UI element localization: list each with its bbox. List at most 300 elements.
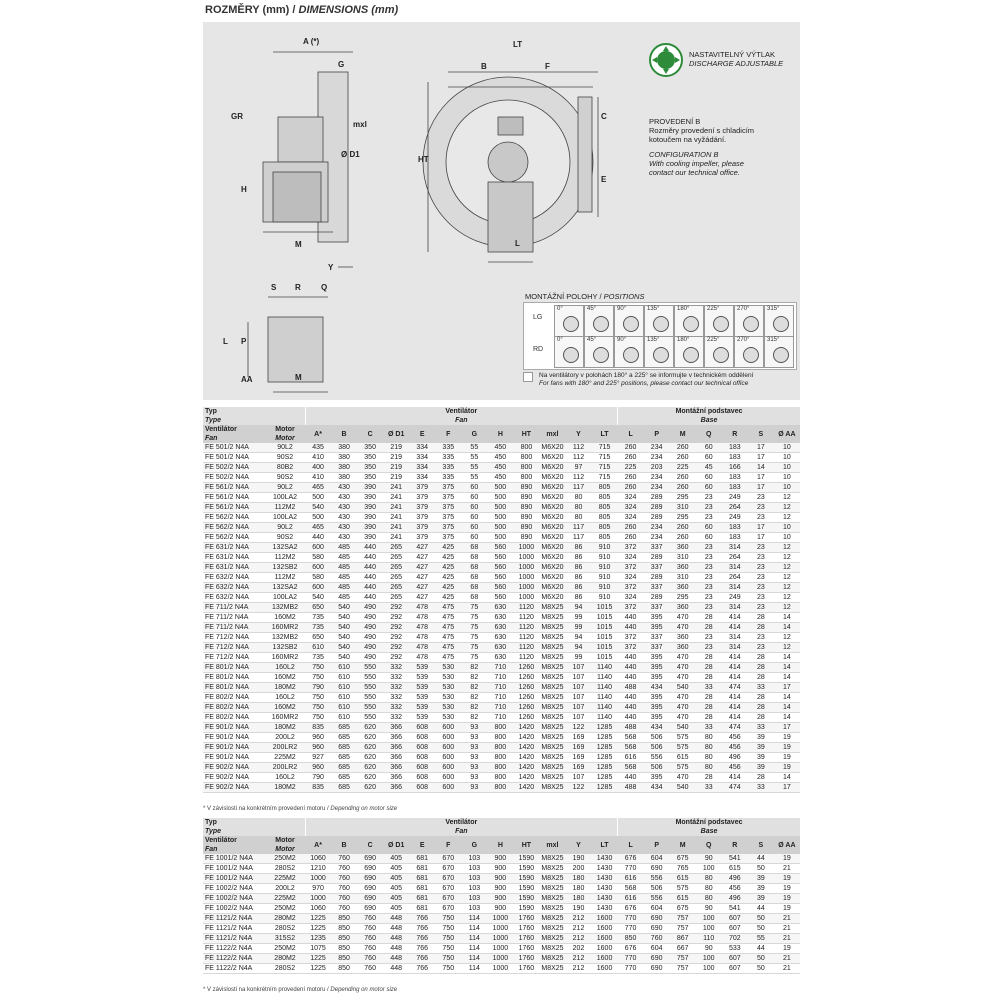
table-cell: 212 [565, 954, 591, 964]
table-cell: 425 [435, 583, 461, 593]
table-cell: 485 [331, 553, 357, 563]
table-cell: 615 [670, 874, 696, 884]
table-cell: M8X25 [541, 895, 564, 902]
table-cell: 14 [774, 613, 800, 623]
table-cell: 470 [670, 703, 696, 713]
dim-f: F [545, 62, 550, 71]
table-cell: 366 [383, 773, 409, 783]
table-cell: 1600 [592, 924, 618, 934]
table-cell: 99 [565, 613, 591, 623]
col-header: A* [305, 836, 331, 854]
table-cell: 910 [592, 563, 618, 573]
table-cell: 539 [409, 713, 435, 723]
table-cell: 800 [487, 773, 513, 783]
table-cell: 90 [696, 944, 722, 954]
table-cell: 166 [722, 463, 748, 473]
table-cell: 337 [644, 633, 670, 643]
table-cell: 604 [644, 854, 670, 864]
table-cell: 90L2 [265, 483, 305, 493]
table-cell: 465 [305, 483, 331, 493]
table-cell: 867 [670, 934, 696, 944]
table-cell: 506 [644, 763, 670, 773]
table-cell: 630 [487, 623, 513, 633]
table-cell: 86 [565, 543, 591, 553]
mounting-position-cell [704, 305, 734, 337]
table-cell: 314 [722, 563, 748, 573]
table-cell: M6X20 [541, 494, 564, 501]
table-cell: 490 [357, 623, 383, 633]
table-cell: 360 [670, 633, 696, 643]
table-cell: M8X25 [541, 965, 564, 972]
table-cell: 324 [618, 513, 644, 523]
table-cell: 430 [331, 483, 357, 493]
table-cell: 375 [435, 493, 461, 503]
table-cell: 68 [461, 573, 487, 583]
table-cell: 470 [670, 713, 696, 723]
mounting-position-cell [674, 305, 704, 337]
table-cell: 470 [670, 693, 696, 703]
table-row [203, 613, 800, 623]
table-cell: 800 [487, 783, 513, 793]
table-cell: 250M2 [265, 944, 305, 954]
table-cell: 478 [409, 613, 435, 623]
table-cell: 474 [722, 783, 748, 793]
table-cell: 21 [774, 914, 800, 924]
table-cell: FE 631/2 N4A [203, 553, 265, 563]
table-cell: 50 [748, 964, 774, 974]
table-row [203, 663, 800, 673]
fan-position-icon [713, 347, 729, 363]
table-cell: FE 1122/2 N4A [203, 964, 265, 974]
dim-a: A (*) [303, 37, 320, 46]
table-cell: 770 [618, 864, 644, 874]
table-cell: 23 [696, 583, 722, 593]
table-cell: 670 [435, 854, 461, 864]
table-cell: 496 [722, 753, 748, 763]
table-cell: 21 [774, 864, 800, 874]
table-cell: 690 [357, 904, 383, 914]
table-cell: 766 [409, 924, 435, 934]
dim-d1: Ø D1 [341, 150, 360, 159]
table-cell: 332 [383, 673, 409, 683]
table-cell: 103 [461, 904, 487, 914]
table-cell: 55 [461, 473, 487, 483]
table-cell: 478 [409, 643, 435, 653]
table-cell: 375 [435, 503, 461, 513]
table-cell: 19 [774, 904, 800, 914]
table-cell: 132SA2 [265, 583, 305, 593]
col-header: LT [592, 425, 618, 443]
table-cell: 600 [435, 753, 461, 763]
col-header: S [748, 836, 774, 854]
table-cell: 615 [722, 864, 748, 874]
table-cell: 540 [670, 723, 696, 733]
table-row [203, 854, 800, 864]
table-cell: 60 [461, 493, 487, 503]
table-cell: M8X25 [541, 935, 564, 942]
table-cell: 280S2 [265, 924, 305, 934]
table-cell: 485 [331, 543, 357, 553]
table-cell: 414 [722, 673, 748, 683]
table-cell: 670 [435, 904, 461, 914]
table-cell: 10 [774, 483, 800, 493]
table-cell: 68 [461, 583, 487, 593]
table-cell: 500 [487, 523, 513, 533]
table-cell: FE 801/2 N4A [203, 673, 265, 683]
table-cell: 715 [592, 443, 618, 453]
table-cell: 160M2 [265, 703, 305, 713]
table-cell: 1015 [592, 613, 618, 623]
table-cell: 80 [565, 503, 591, 513]
table-cell: 332 [383, 693, 409, 703]
table-cell: 1260 [513, 713, 539, 723]
table-cell: FE 1001/2 N4A [203, 854, 265, 864]
table-cell: M8X25 [541, 644, 564, 651]
table-cell: 234 [644, 533, 670, 543]
table-cell: 103 [461, 854, 487, 864]
table-cell: 324 [618, 493, 644, 503]
table-cell: 530 [435, 683, 461, 693]
fan-position-icon [563, 347, 579, 363]
table-cell: 650 [305, 633, 331, 643]
type-header: Typ Type [203, 407, 305, 425]
table-cell: 474 [722, 683, 748, 693]
table-cell: 735 [305, 623, 331, 633]
table-cell: 44 [748, 854, 774, 864]
table-cell: 541 [722, 854, 748, 864]
table-cell: 568 [618, 763, 644, 773]
table-cell: 337 [644, 603, 670, 613]
table-cell: 68 [461, 563, 487, 573]
table-cell: 1600 [592, 954, 618, 964]
col-header: P [644, 836, 670, 854]
dim-c: C [601, 112, 607, 121]
table-cell: 241 [383, 533, 409, 543]
table-cell: FE 1001/2 N4A [203, 874, 265, 884]
table-cell: 93 [461, 723, 487, 733]
table-cell: 107 [565, 703, 591, 713]
table-cell: 414 [722, 613, 748, 623]
fan-position-icon [593, 316, 609, 332]
table-cell: 249 [722, 593, 748, 603]
table-cell: 45 [696, 463, 722, 473]
table-cell: 440 [357, 553, 383, 563]
table-cell: M8X25 [541, 764, 564, 771]
table-cell: 800 [513, 443, 539, 453]
angle-label: 0° [557, 337, 563, 343]
table-cell: 540 [331, 653, 357, 663]
table-cell: 379 [409, 533, 435, 543]
table-cell: 757 [670, 954, 696, 964]
table-cell: 560 [487, 563, 513, 573]
table-cell: 435 [305, 443, 331, 453]
table-cell: 60 [696, 523, 722, 533]
table-cell: FE 802/2 N4A [203, 713, 265, 723]
table-row [203, 673, 800, 683]
table-cell: 910 [592, 553, 618, 563]
table-cell: M6X20 [541, 464, 564, 471]
table-cell: 93 [461, 753, 487, 763]
table-cell: 264 [722, 553, 748, 563]
table-cell: 12 [774, 553, 800, 563]
table-cell: 225 [670, 463, 696, 473]
table-cell: 292 [383, 643, 409, 653]
table-cell: 575 [670, 884, 696, 894]
table-cell: 470 [670, 773, 696, 783]
table-cell: FE 1002/2 N4A [203, 904, 265, 914]
table-cell: 183 [722, 453, 748, 463]
table-cell: 1015 [592, 623, 618, 633]
col-header: M [670, 836, 696, 854]
table-cell: 440 [618, 653, 644, 663]
table-cell: 615 [670, 894, 696, 904]
table-cell: 260 [618, 533, 644, 543]
base-header-2: Montážní podstavec Base [618, 818, 800, 836]
table-cell: 560 [487, 553, 513, 563]
table-cell: 490 [357, 633, 383, 643]
table-cell: 314 [722, 543, 748, 553]
table-cell: 12 [774, 643, 800, 653]
table-cell: 117 [565, 533, 591, 543]
table-cell: 28 [696, 703, 722, 713]
table-cell: 405 [383, 894, 409, 904]
table-cell: M6X20 [541, 584, 564, 591]
table-cell: 60 [696, 533, 722, 543]
fan-position-icon [653, 347, 669, 363]
table-cell: 685 [331, 773, 357, 783]
table-cell: 690 [357, 854, 383, 864]
table-cell: 488 [618, 783, 644, 793]
table-cell: 360 [670, 583, 696, 593]
table-cell: 500 [487, 503, 513, 513]
angle-label: 135° [647, 337, 660, 343]
table-cell: 292 [383, 653, 409, 663]
table-cell: 1225 [305, 914, 331, 924]
fan-position-icon [563, 316, 579, 332]
table-cell: 107 [565, 683, 591, 693]
table-cell: 1285 [592, 773, 618, 783]
col-header: mxl [539, 425, 565, 443]
table-cell: 21 [774, 924, 800, 934]
col-header: F [435, 836, 461, 854]
table-row [203, 453, 800, 463]
table-cell: 1000 [513, 583, 539, 593]
dim-m: M [295, 240, 302, 249]
table-cell: 1760 [513, 924, 539, 934]
table-cell: 23 [748, 633, 774, 643]
table-cell: 540 [670, 783, 696, 793]
table-cell: 23 [696, 503, 722, 513]
table-cell: 39 [748, 733, 774, 743]
mounting-position-cell [764, 305, 794, 337]
table-cell: 28 [696, 623, 722, 633]
table-cell: 414 [722, 653, 748, 663]
table-cell: 183 [722, 483, 748, 493]
footnote-1: * V závislosti na konkrétním provedení motoru / Depending on motor size [203, 806, 398, 812]
table-cell: 103 [461, 894, 487, 904]
table-cell: 410 [305, 453, 331, 463]
table-cell: 99 [565, 623, 591, 633]
table-cell: 1225 [305, 924, 331, 934]
table-cell: 610 [331, 663, 357, 673]
table-cell: 1015 [592, 643, 618, 653]
table-cell: 117 [565, 523, 591, 533]
dim-m2: M [295, 373, 302, 382]
table-cell: 12 [774, 603, 800, 613]
table-cell: 800 [487, 743, 513, 753]
table-cell: 28 [696, 773, 722, 783]
table-cell: FE 901/2 N4A [203, 743, 265, 753]
table-cell: 530 [435, 693, 461, 703]
table-cell: 750 [305, 663, 331, 673]
table-cell: 450 [487, 443, 513, 453]
table-cell: 295 [670, 513, 696, 523]
table-cell: 440 [618, 613, 644, 623]
table-cell: 212 [565, 924, 591, 934]
table-cell: 372 [618, 643, 644, 653]
table-cell: 103 [461, 864, 487, 874]
col-header: Q [696, 836, 722, 854]
table-cell: 465 [305, 523, 331, 533]
table-cell: 75 [461, 623, 487, 633]
table-cell: 28 [696, 713, 722, 723]
table-cell: 375 [435, 533, 461, 543]
table-cell: 488 [618, 723, 644, 733]
table-cell: 93 [461, 733, 487, 743]
col-header: mxl [539, 836, 565, 854]
table-cell: 75 [461, 653, 487, 663]
col-header: G [461, 836, 487, 854]
table-cell: 80B2 [265, 463, 305, 473]
table-cell: M8X25 [541, 634, 564, 641]
table-cell: 55 [748, 934, 774, 944]
table-cell: 456 [722, 884, 748, 894]
table-cell: FE 901/2 N4A [203, 733, 265, 743]
dim-l2: L [223, 337, 228, 346]
table-row [203, 753, 800, 763]
table-cell: 760 [357, 964, 383, 974]
table-cell: 760 [357, 924, 383, 934]
table-cell: M6X20 [541, 574, 564, 581]
table-cell: 1000 [513, 563, 539, 573]
table-cell: 620 [357, 743, 383, 753]
table-cell: 93 [461, 763, 487, 773]
table-cell: 289 [644, 503, 670, 513]
table-cell: 19 [774, 743, 800, 753]
table-cell: 314 [722, 603, 748, 613]
table-cell: 1760 [513, 964, 539, 974]
table-cell: 607 [722, 914, 748, 924]
col-header: LT [592, 836, 618, 854]
table-cell: 1760 [513, 954, 539, 964]
col-fan: Ventilátor Fan [203, 425, 265, 443]
table-cell: 94 [565, 633, 591, 643]
table-cell: 440 [305, 533, 331, 543]
table-cell: 200 [565, 864, 591, 874]
table-cell: 506 [644, 884, 670, 894]
table-cell: 28 [696, 663, 722, 673]
table-cell: FE 632/2 N4A [203, 593, 265, 603]
table-cell: M8X25 [541, 614, 564, 621]
table-row [203, 503, 800, 513]
table-cell: 10 [774, 523, 800, 533]
table-cell: 17 [748, 483, 774, 493]
table-cell: 60 [461, 513, 487, 523]
table-cell: 470 [670, 653, 696, 663]
table-cell: 405 [383, 904, 409, 914]
table-cell: 10 [774, 453, 800, 463]
table-cell: 100LA2 [265, 593, 305, 603]
table-cell: 337 [644, 563, 670, 573]
table-cell: 1000 [487, 914, 513, 924]
table-cell: 434 [644, 723, 670, 733]
table-cell: 180 [565, 884, 591, 894]
table-cell: 1760 [513, 934, 539, 944]
table-cell: 766 [409, 954, 435, 964]
angle-label: 45° [587, 337, 597, 343]
table-cell: 760 [331, 864, 357, 874]
table-cell: 390 [357, 513, 383, 523]
table-cell: 114 [461, 924, 487, 934]
col-header: L [618, 425, 644, 443]
table-cell: 550 [357, 683, 383, 693]
table-cell: 485 [331, 563, 357, 573]
table-cell: M8X25 [541, 664, 564, 671]
table-cell: 260 [670, 443, 696, 453]
table-cell: 80 [696, 753, 722, 763]
angle-label: 90° [617, 337, 627, 343]
table-cell: M8X25 [541, 724, 564, 731]
table-cell: 560 [487, 573, 513, 583]
table-row [203, 483, 800, 493]
table-cell: 670 [435, 894, 461, 904]
table-cell: 770 [618, 954, 644, 964]
table-cell: 90 [696, 904, 722, 914]
table-cell: 615 [670, 753, 696, 763]
table-row [203, 523, 800, 533]
table-cell: 760 [331, 874, 357, 884]
table-cell: 425 [435, 563, 461, 573]
table-cell: 850 [331, 914, 357, 924]
table-cell: 600 [435, 733, 461, 743]
table-cell: 1600 [592, 914, 618, 924]
table-cell: 17 [774, 783, 800, 793]
table-cell: 395 [644, 773, 670, 783]
table-cell: 1000 [513, 553, 539, 563]
table-cell: 202 [565, 944, 591, 954]
table-cell: 12 [774, 573, 800, 583]
table-cell: 380 [331, 453, 357, 463]
table-row [203, 633, 800, 643]
table-cell: 80 [565, 493, 591, 503]
table-cell: 805 [592, 523, 618, 533]
table-cell: 610 [331, 703, 357, 713]
angle-label: 45° [587, 306, 597, 312]
table-cell: M6X20 [541, 554, 564, 561]
table-cell: 490 [357, 613, 383, 623]
table-cell: FE 562/2 N4A [203, 513, 265, 523]
table-cell: 14 [774, 673, 800, 683]
col-header: F [435, 425, 461, 443]
table-cell: 310 [670, 573, 696, 583]
table-cell: 835 [305, 783, 331, 793]
table-cell: 28 [696, 613, 722, 623]
table-cell: 760 [331, 904, 357, 914]
col-header: Q [696, 425, 722, 443]
table-cell: 390 [357, 493, 383, 503]
table-cell: 1120 [513, 633, 539, 643]
table-cell: 68 [461, 593, 487, 603]
